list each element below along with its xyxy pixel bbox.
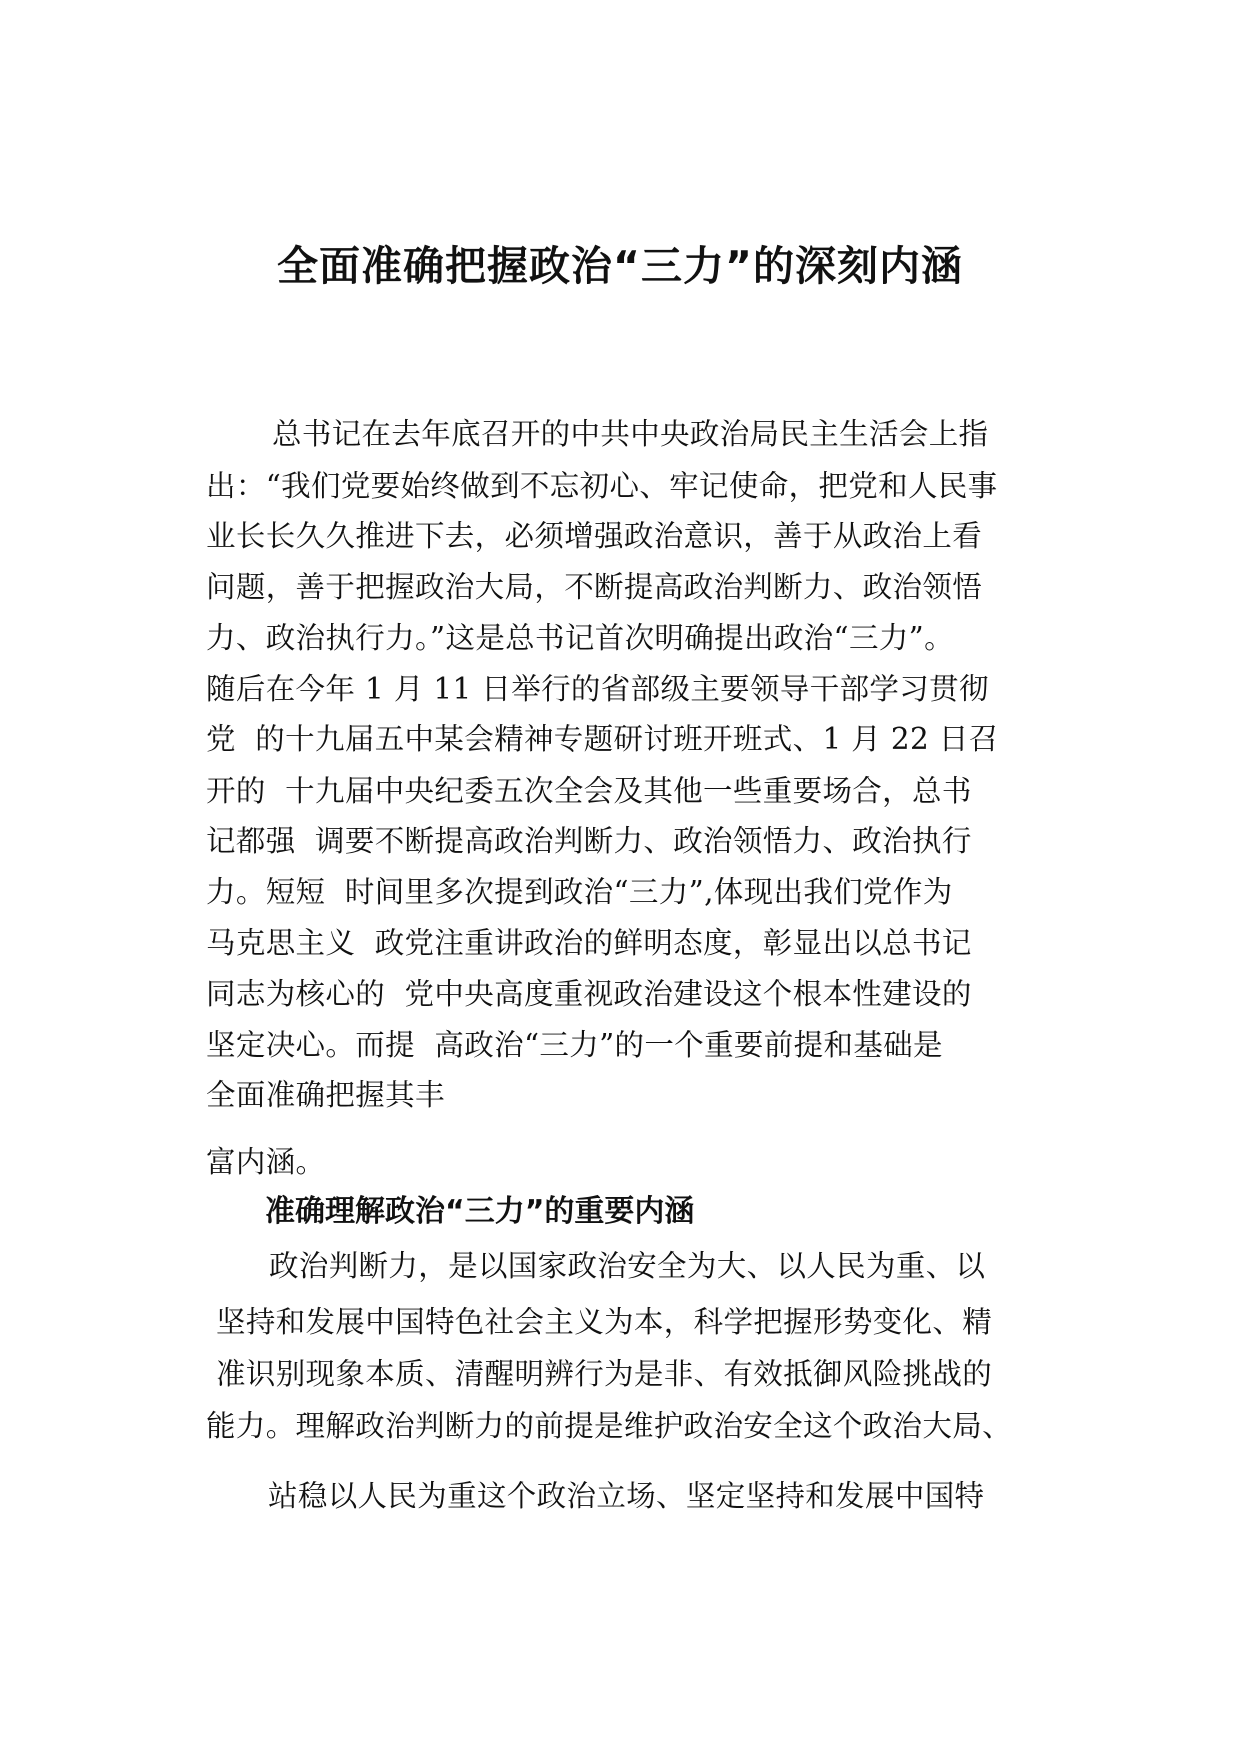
paragraph-line: 总书记在去年底召开的中共中央政治局民主生活会上指 xyxy=(272,417,989,451)
paragraph-line: 站稳以人民为重这个政治立场、坚定坚持和发展中国特 xyxy=(268,1479,985,1513)
paragraph-line: 坚定决心。而提 高政治“三力”的一个重要前提和基础是 xyxy=(206,1028,943,1062)
paragraph-line: 随后在今年 1 月 11 日举行的省部级主要领导干部学习贯彻 xyxy=(206,672,989,706)
paragraph-line: 业长长久久推进下去，必须增强政治意识，善于从政治上看 xyxy=(206,519,983,553)
paragraph-line: 开的 十九届中央纪委五次全会及其他一些重要场合，总书 xyxy=(206,774,972,808)
paragraph-line: 富内涵。 xyxy=(206,1145,326,1179)
paragraph-line: 马克思主义 政党注重讲政治的鲜明态度，彰显出以总书记 xyxy=(206,926,972,960)
paragraph-line: 记都强 调要不断提高政治判断力、政治领悟力、政治执行 xyxy=(206,824,972,858)
paragraph-line: 力。短短 时间里多次提到政治“三力”,体现出我们党作为 xyxy=(206,875,953,909)
paragraph-line: 能力。理解政治判断力的前提是维护政治安全这个政治大局、 xyxy=(206,1409,1012,1443)
paragraph-line: 准识别现象本质、清醒明辨行为是非、有效抵御风险挑战的 xyxy=(216,1357,993,1391)
paragraph-line: 力、政治执行力。”这是总书记首次明确提出政治“三力”。 xyxy=(206,621,954,655)
paragraph-line: 坚持和发展中国特色社会主义为本，科学把握形势变化、精 xyxy=(216,1305,993,1339)
paragraph-line: 全面准确把握其丰 xyxy=(206,1078,445,1112)
paragraph-line: 问题，善于把握政治大局，不断提高政治判断力、政治领悟 xyxy=(206,570,983,604)
paragraph-line: 政治判断力，是以国家政治安全为大、以人民为重、以 xyxy=(269,1249,986,1283)
document-title: 全面准确把握政治“三力”的深刻内涵 xyxy=(277,242,963,290)
paragraph-line: 出：“我们党要始终做到不忘初心、牢记使命，把党和人民事 xyxy=(206,469,998,503)
section-heading: 准确理解政治“三力”的重要内涵 xyxy=(265,1194,695,1229)
paragraph-line: 党 的十九届五中某会精神专题研讨班开班式、1 月 22 日召 xyxy=(206,722,999,756)
paragraph-line: 同志为核心的 党中央高度重视政治建设这个根本性建设的 xyxy=(206,977,972,1011)
